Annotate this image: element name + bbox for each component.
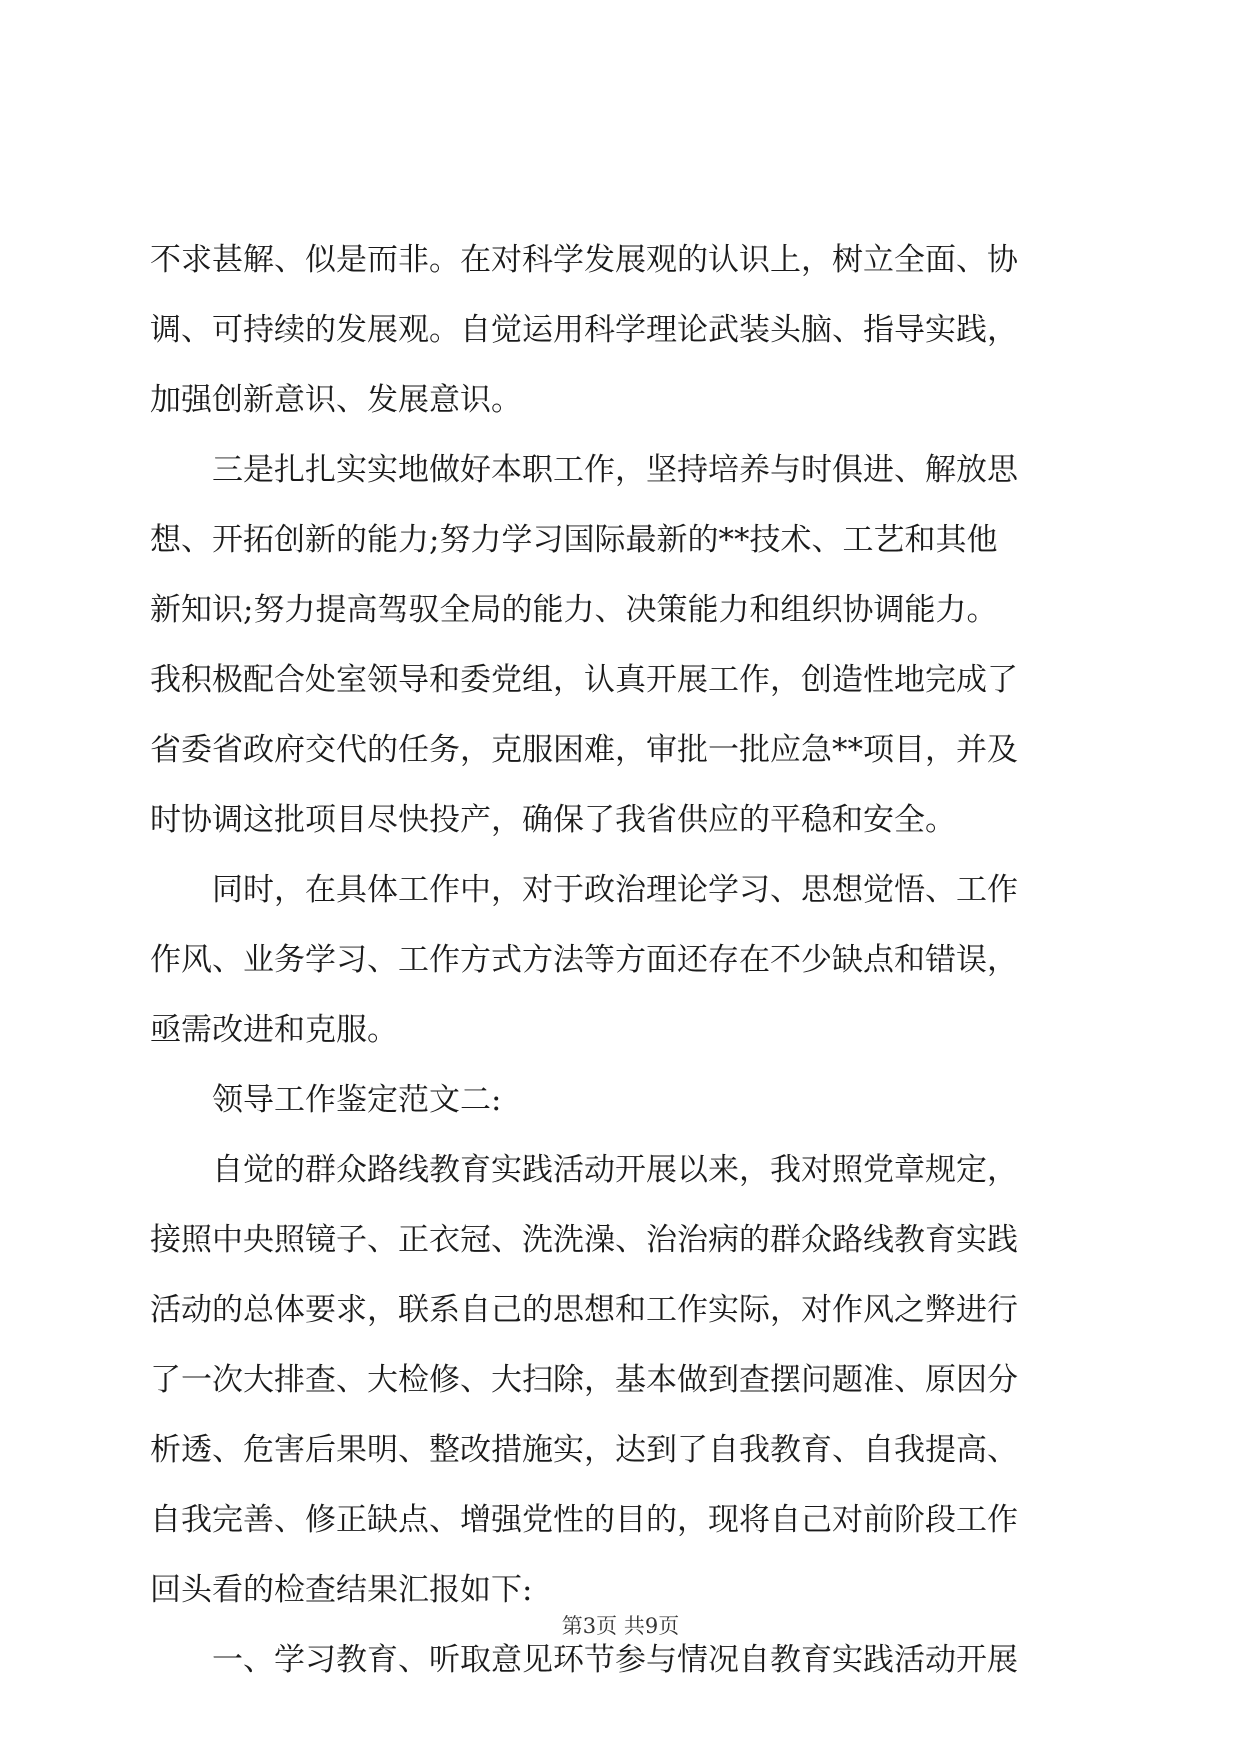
- document-body: [150, 225, 1090, 1695]
- paragraph-start-line: 自觉的群众路线教育实践活动开展以来，我对照党章规定，: [212, 1152, 1018, 1188]
- text-line: 调、可持续的发展观。自觉运用科学理论武装头脑、指导实践，: [150, 312, 1018, 348]
- paragraph-start-line: 三是扎扎实实地做好本职工作，坚持培养与时俱进、解放思: [212, 452, 1018, 488]
- text-line: 自我完善、修正缺点、增强党性的目的，现将自己对前阶段工作: [150, 1502, 1018, 1538]
- text-line: 省委省政府交代的任务，克服困难，审批一批应急**项目，并及: [150, 732, 1018, 768]
- text-line: 活动的总体要求，联系自己的思想和工作实际，对作风之弊进行: [150, 1292, 1018, 1328]
- text-line: 不求甚解、似是而非。在对科学发展观的认识上，树立全面、协: [150, 242, 1018, 278]
- text-line: 我积极配合处室领导和委党组，认真开展工作，创造性地完成了: [150, 662, 1018, 698]
- text-line: 了一次大排查、大检修、大扫除，基本做到查摆问题准、原因分: [150, 1362, 1018, 1398]
- text-line: 接照中央照镜子、正衣冠、洗洗澡、治治病的群众路线教育实践: [150, 1222, 1018, 1258]
- paragraph-start-line: 一、学习教育、听取意见环节参与情况自教育实践活动开展: [212, 1642, 1018, 1678]
- text-line: 回头看的检查结果汇报如下:: [150, 1572, 533, 1608]
- text-line: 作风、业务学习、工作方式方法等方面还存在不少缺点和错误，: [150, 942, 1018, 978]
- page-footer: [0, 1612, 1241, 1640]
- text-line: 时协调这批项目尽快投产，确保了我省供应的平稳和安全。: [150, 802, 956, 838]
- page-number-label: 第3页 共9页: [561, 1614, 680, 1638]
- text-line: 亟需改进和克服。: [150, 1012, 398, 1048]
- text-line: 加强创新意识、发展意识。: [150, 382, 522, 418]
- text-line: 想、开拓创新的能力;努力学习国际最新的**技术、工艺和其他: [150, 522, 998, 558]
- paragraph-start-line: 同时，在具体工作中，对于政治理论学习、思想觉悟、工作: [212, 872, 1018, 908]
- text-line: 析透、危害后果明、整改措施实，达到了自我教育、自我提高、: [150, 1432, 1018, 1468]
- text-line: 新知识;努力提高驾驭全局的能力、决策能力和组织协调能力。: [150, 592, 998, 628]
- section-heading: 领导工作鉴定范文二:: [212, 1082, 502, 1118]
